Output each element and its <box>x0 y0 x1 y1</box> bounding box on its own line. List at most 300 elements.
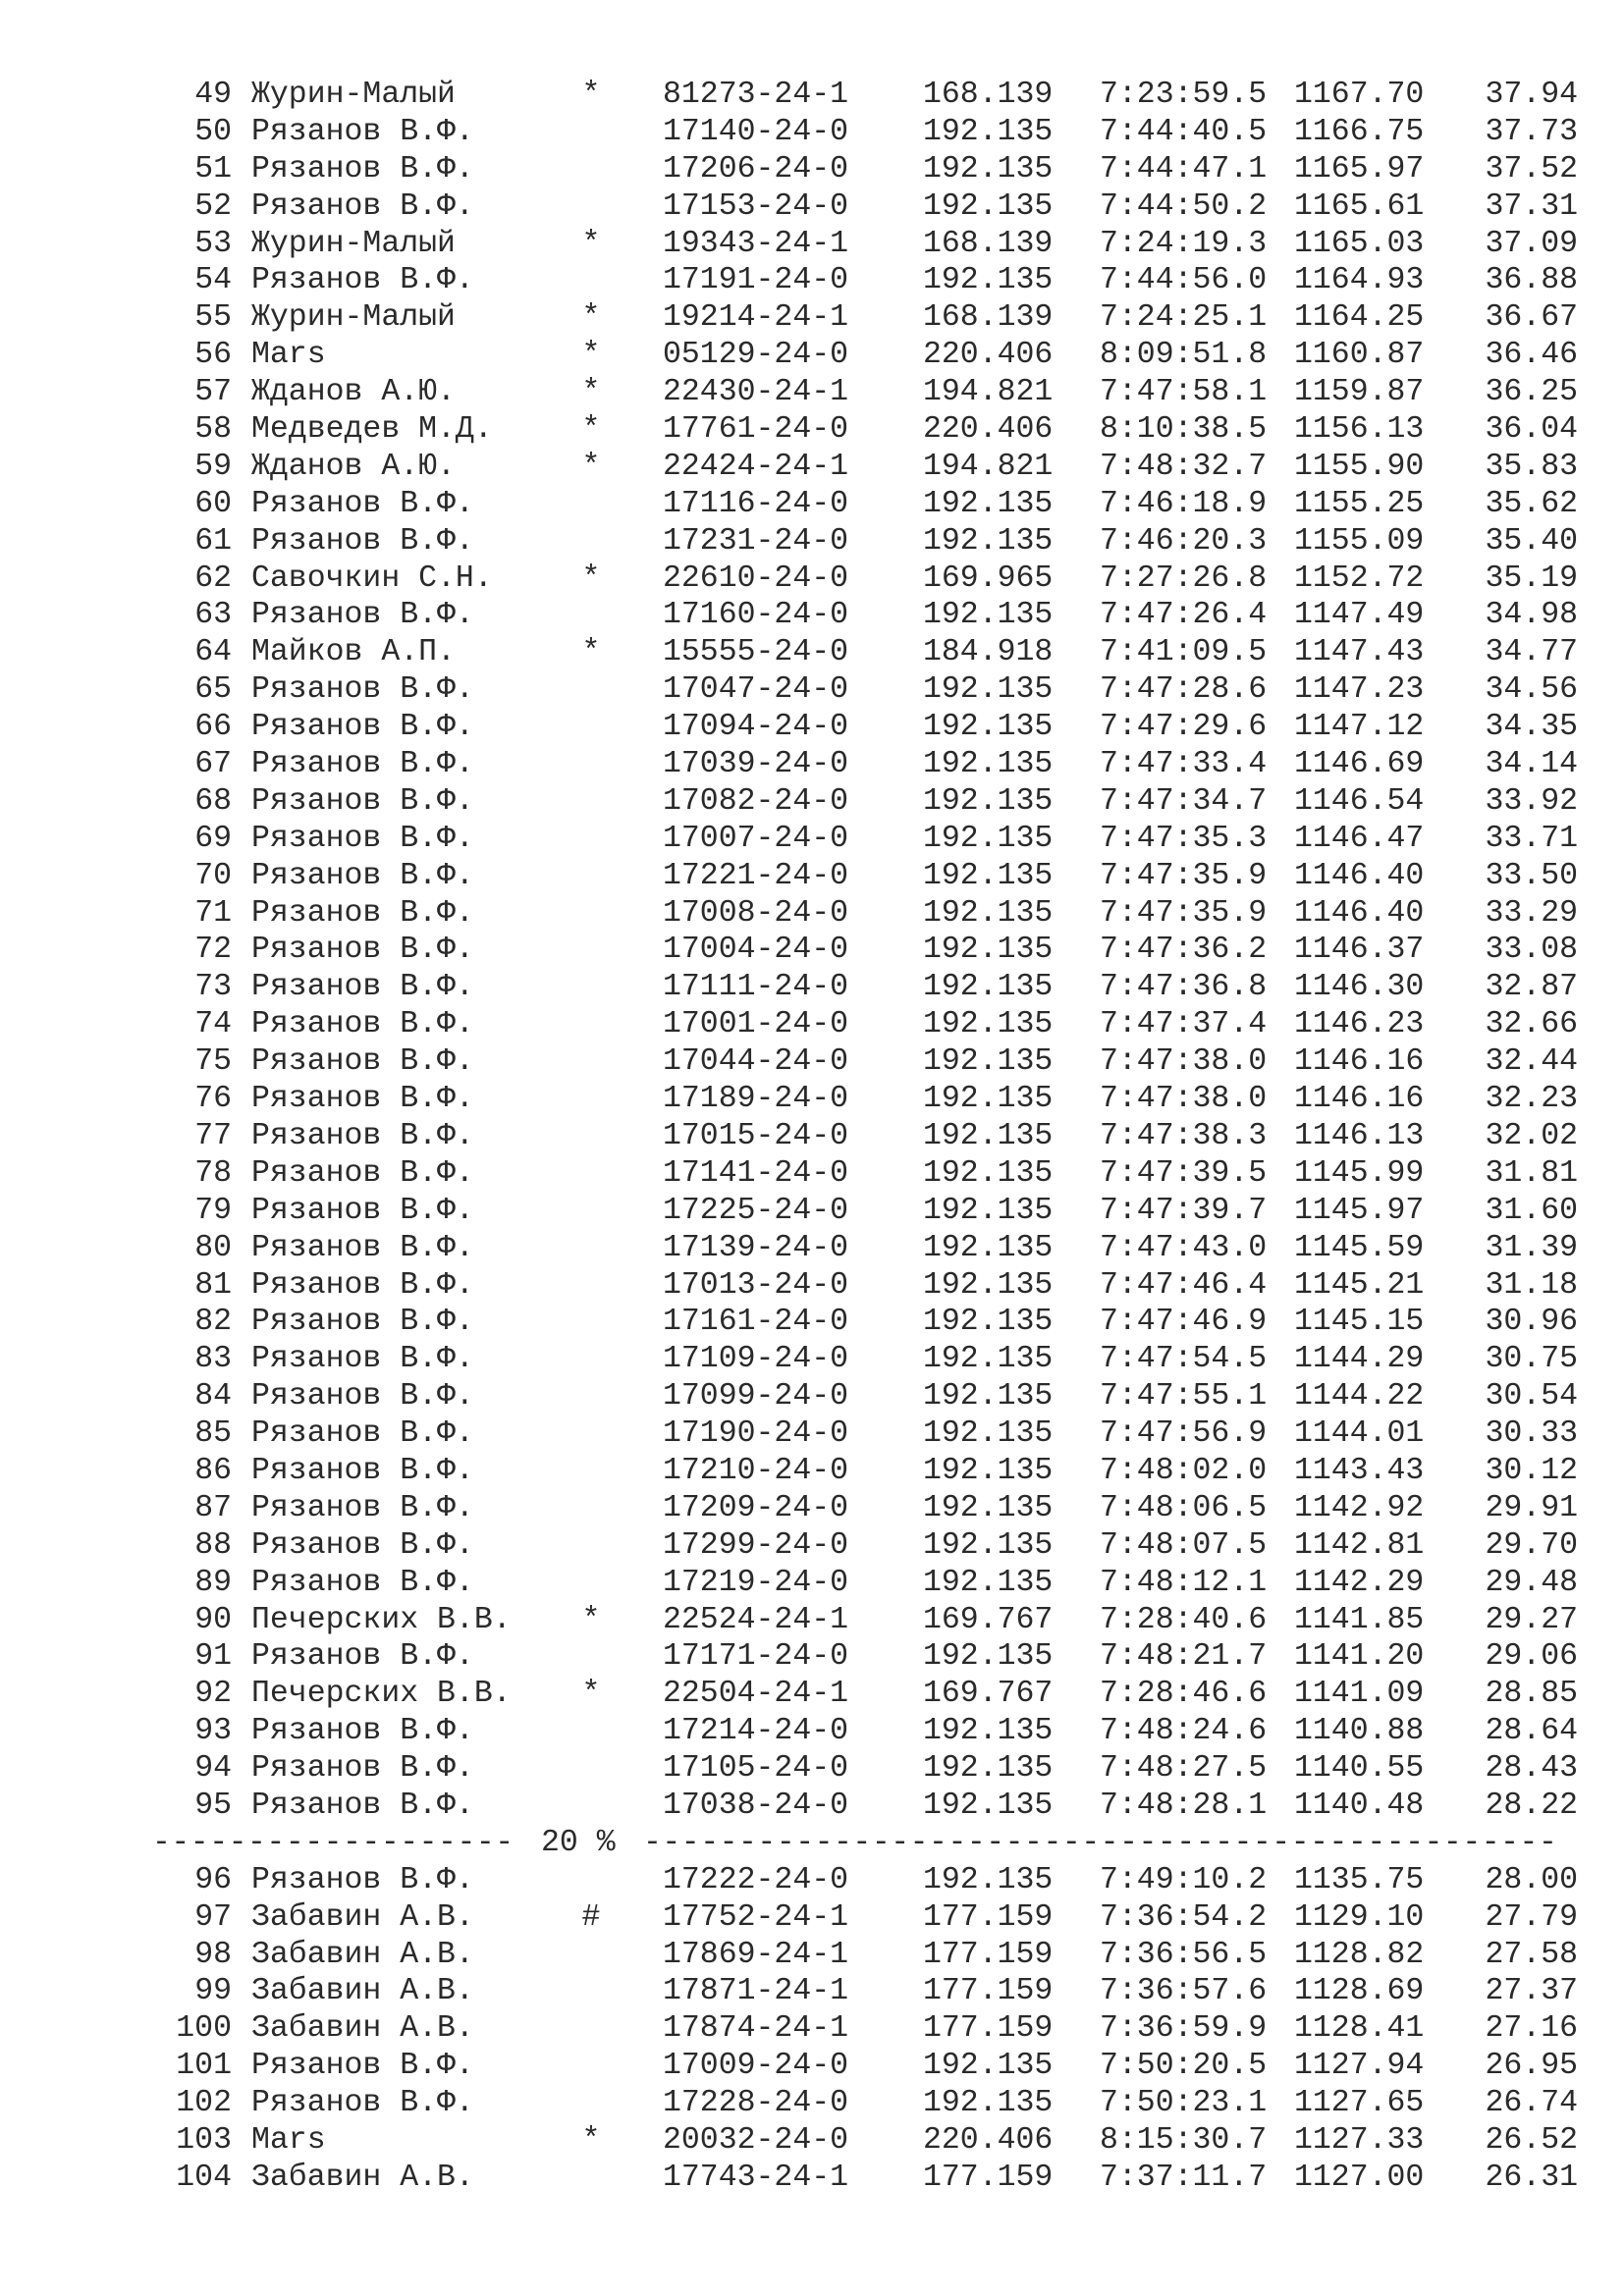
speed-cell: 1155.09 <box>1294 523 1425 559</box>
place-cell: 60 <box>194 486 232 521</box>
table-row <box>152 1788 1586 1825</box>
distance-cell: 192.135 <box>923 523 1054 559</box>
ring-cell: 17761-24-0 <box>663 412 849 448</box>
name-cell: Рязанов В.Ф. <box>251 263 474 298</box>
points-cell: 36.46 <box>1485 338 1578 373</box>
name-cell: Рязанов В.Ф. <box>251 1527 474 1563</box>
name-cell: Журин-Малый <box>251 78 456 112</box>
speed-cell: 1146.54 <box>1294 783 1425 819</box>
place-cell: 103 <box>176 2122 232 2158</box>
points-cell: 29.70 <box>1485 1527 1578 1563</box>
points-cell: 37.09 <box>1485 226 1578 261</box>
table-row <box>152 1750 1586 1788</box>
points-cell: 36.25 <box>1485 375 1578 410</box>
points-cell: 29.27 <box>1485 1602 1578 1637</box>
place-cell: 80 <box>194 1230 232 1265</box>
ring-cell: 17015-24-0 <box>663 1118 849 1153</box>
table-row <box>152 299 1586 337</box>
points-cell: 30.12 <box>1485 1453 1578 1488</box>
time-cell: 8:09:51.8 <box>1100 338 1268 373</box>
distance-cell: 177.159 <box>923 1937 1054 1972</box>
points-cell: 33.50 <box>1485 858 1578 893</box>
speed-cell: 1155.25 <box>1294 486 1425 521</box>
time-cell: 7:48:21.7 <box>1100 1639 1268 1675</box>
mark-cell: * <box>581 226 601 261</box>
time-cell: 7:47:43.0 <box>1100 1230 1268 1265</box>
time-cell: 7:47:39.5 <box>1100 1155 1268 1191</box>
ring-cell: 17008-24-0 <box>663 895 849 931</box>
table-row <box>152 709 1586 746</box>
mark-cell: * <box>581 1677 601 1712</box>
distance-cell: 192.135 <box>923 1155 1054 1191</box>
speed-cell: 1142.81 <box>1294 1527 1425 1563</box>
ring-cell: 22524-24-1 <box>663 1602 849 1637</box>
speed-cell: 1140.55 <box>1294 1751 1425 1787</box>
table-row <box>152 411 1586 449</box>
table-row <box>152 77 1586 114</box>
table-row <box>152 1899 1586 1937</box>
ring-cell: 17210-24-0 <box>663 1453 849 1488</box>
ring-cell: 17228-24-0 <box>663 2086 849 2121</box>
points-cell: 33.71 <box>1485 821 1578 856</box>
speed-cell: 1140.88 <box>1294 1714 1425 1749</box>
name-cell: Рязанов В.Ф. <box>251 821 474 856</box>
name-cell: Рязанов В.Ф. <box>251 523 474 559</box>
place-cell: 94 <box>194 1751 232 1787</box>
name-cell: Рязанов В.Ф. <box>251 1082 474 1117</box>
place-cell: 81 <box>194 1267 232 1303</box>
time-cell: 7:47:36.8 <box>1100 970 1268 1005</box>
table-row <box>152 1862 1586 1899</box>
ring-cell: 17219-24-0 <box>663 1565 849 1600</box>
points-cell: 34.35 <box>1485 710 1578 745</box>
speed-cell: 1160.87 <box>1294 338 1425 373</box>
time-cell: 7:28:46.6 <box>1100 1677 1268 1712</box>
distance-cell: 192.135 <box>923 2086 1054 2121</box>
time-cell: 7:37:11.7 <box>1100 2160 1268 2195</box>
distance-cell: 192.135 <box>923 1044 1054 1080</box>
mark-cell: # <box>581 1899 601 1935</box>
table-row <box>152 895 1586 933</box>
points-cell: 35.19 <box>1485 561 1578 596</box>
place-cell: 65 <box>194 672 232 708</box>
time-cell: 7:47:35.3 <box>1100 821 1268 856</box>
name-cell: Рязанов В.Ф. <box>251 1267 474 1303</box>
table-row <box>152 523 1586 561</box>
place-cell: 85 <box>194 1416 232 1452</box>
table-row <box>152 226 1586 263</box>
separator-dashes-left: ------------------- <box>152 1825 514 1860</box>
speed-cell: 1164.93 <box>1294 263 1425 298</box>
place-cell: 66 <box>194 710 232 745</box>
place-cell: 55 <box>194 300 232 336</box>
place-cell: 51 <box>194 151 232 187</box>
speed-cell: 1129.10 <box>1294 1899 1425 1935</box>
ring-cell: 17171-24-0 <box>663 1639 849 1675</box>
place-cell: 83 <box>194 1342 232 1377</box>
points-cell: 35.83 <box>1485 449 1578 484</box>
table-row <box>152 597 1586 634</box>
distance-cell: 192.135 <box>923 1714 1054 1749</box>
speed-cell: 1147.12 <box>1294 710 1425 745</box>
ring-cell: 20032-24-0 <box>663 2122 849 2158</box>
table-row <box>152 1527 1586 1565</box>
time-cell: 7:47:28.6 <box>1100 672 1268 708</box>
ring-cell: 17871-24-1 <box>663 1974 849 2009</box>
speed-cell: 1143.43 <box>1294 1453 1425 1488</box>
distance-cell: 192.135 <box>923 2049 1054 2084</box>
ring-cell: 17160-24-0 <box>663 598 849 633</box>
distance-cell: 192.135 <box>923 1490 1054 1525</box>
distance-cell: 192.135 <box>923 1007 1054 1042</box>
speed-cell: 1165.97 <box>1294 151 1425 187</box>
table-row <box>152 486 1586 523</box>
name-cell: Забавин А.В. <box>251 1937 474 1972</box>
ring-cell: 17225-24-0 <box>663 1193 849 1228</box>
distance-cell: 177.159 <box>923 2160 1054 2195</box>
points-cell: 36.88 <box>1485 263 1578 298</box>
name-cell: Рязанов В.Ф. <box>251 1490 474 1525</box>
table-row <box>152 1378 1586 1415</box>
ring-cell: 17231-24-0 <box>663 523 849 559</box>
name-cell: Рязанов В.Ф. <box>251 1751 474 1787</box>
name-cell: Рязанов В.Ф. <box>251 151 474 187</box>
speed-cell: 1127.65 <box>1294 2086 1425 2121</box>
distance-cell: 192.135 <box>923 1751 1054 1787</box>
ring-cell: 17141-24-0 <box>663 1155 849 1191</box>
speed-cell: 1135.75 <box>1294 1862 1425 1897</box>
distance-cell: 184.918 <box>923 635 1054 670</box>
distance-cell: 192.135 <box>923 263 1054 298</box>
ring-cell: 17190-24-0 <box>663 1416 849 1452</box>
table-row <box>152 1006 1586 1043</box>
points-cell: 26.74 <box>1485 2086 1578 2121</box>
place-cell: 91 <box>194 1639 232 1675</box>
ring-cell: 17082-24-0 <box>663 783 849 819</box>
points-cell: 29.48 <box>1485 1565 1578 1600</box>
speed-cell: 1165.03 <box>1294 226 1425 261</box>
ring-cell: 17214-24-0 <box>663 1714 849 1749</box>
speed-cell: 1145.59 <box>1294 1230 1425 1265</box>
name-cell: Журин-Малый <box>251 300 456 336</box>
ring-cell: 19343-24-1 <box>663 226 849 261</box>
table-row <box>152 1193 1586 1230</box>
name-cell: Медведев М.Д. <box>251 412 493 448</box>
points-cell: 34.98 <box>1485 598 1578 633</box>
distance-cell: 192.135 <box>923 1193 1054 1228</box>
table-row <box>152 821 1586 858</box>
points-cell: 37.94 <box>1485 78 1578 112</box>
ring-cell: 17140-24-0 <box>663 114 849 149</box>
ring-cell: 17153-24-0 <box>663 188 849 224</box>
points-cell: 28.00 <box>1485 1862 1578 1897</box>
ring-cell: 22610-24-0 <box>663 561 849 596</box>
speed-cell: 1128.41 <box>1294 2011 1425 2047</box>
place-cell: 84 <box>194 1379 232 1415</box>
ring-cell: 17004-24-0 <box>663 933 849 968</box>
mark-cell: * <box>581 375 601 410</box>
points-cell: 27.79 <box>1485 1899 1578 1935</box>
speed-cell: 1155.90 <box>1294 449 1425 484</box>
speed-cell: 1141.09 <box>1294 1677 1425 1712</box>
name-cell: Рязанов В.Ф. <box>251 2049 474 2084</box>
place-cell: 63 <box>194 598 232 633</box>
ring-cell: 17047-24-0 <box>663 672 849 708</box>
place-cell: 79 <box>194 1193 232 1228</box>
place-cell: 99 <box>194 1974 232 2009</box>
speed-cell: 1146.30 <box>1294 970 1425 1005</box>
name-cell: Рязанов В.Ф. <box>251 1155 474 1191</box>
place-cell: 92 <box>194 1677 232 1712</box>
speed-cell: 1128.69 <box>1294 1974 1425 2009</box>
time-cell: 7:48:07.5 <box>1100 1527 1268 1563</box>
name-cell: Жданов А.Ю. <box>251 449 456 484</box>
speed-cell: 1146.40 <box>1294 895 1425 931</box>
points-cell: 31.60 <box>1485 1193 1578 1228</box>
ring-cell: 17009-24-0 <box>663 2049 849 2084</box>
place-cell: 88 <box>194 1527 232 1563</box>
points-cell: 28.22 <box>1485 1788 1578 1823</box>
table-row <box>152 1676 1586 1713</box>
points-cell: 28.85 <box>1485 1677 1578 1712</box>
points-cell: 28.64 <box>1485 1714 1578 1749</box>
speed-cell: 1144.01 <box>1294 1416 1425 1452</box>
table-row <box>152 858 1586 895</box>
place-cell: 93 <box>194 1714 232 1749</box>
speed-cell: 1159.87 <box>1294 375 1425 410</box>
distance-cell: 192.135 <box>923 710 1054 745</box>
ring-cell: 17209-24-0 <box>663 1490 849 1525</box>
separator-label: 20 % <box>541 1825 616 1860</box>
distance-cell: 192.135 <box>923 895 1054 931</box>
ring-cell: 17743-24-1 <box>663 2160 849 2195</box>
speed-cell: 1141.85 <box>1294 1602 1425 1637</box>
time-cell: 7:47:46.9 <box>1100 1305 1268 1340</box>
name-cell: Рязанов В.Ф. <box>251 1342 474 1377</box>
distance-cell: 192.135 <box>923 747 1054 782</box>
name-cell: Рязанов В.Ф. <box>251 1453 474 1488</box>
time-cell: 7:47:38.3 <box>1100 1118 1268 1153</box>
place-cell: 69 <box>194 821 232 856</box>
place-cell: 101 <box>176 2049 232 2084</box>
place-cell: 96 <box>194 1862 232 1897</box>
ring-cell: 17299-24-0 <box>663 1527 849 1563</box>
points-cell: 36.67 <box>1485 300 1578 336</box>
points-cell: 32.87 <box>1485 970 1578 1005</box>
place-cell: 61 <box>194 523 232 559</box>
name-cell: Рязанов В.Ф. <box>251 1007 474 1042</box>
speed-cell: 1165.61 <box>1294 188 1425 224</box>
time-cell: 7:44:50.2 <box>1100 188 1268 224</box>
time-cell: 7:48:32.7 <box>1100 449 1268 484</box>
ring-cell: 05129-24-0 <box>663 338 849 373</box>
ring-cell: 17116-24-0 <box>663 486 849 521</box>
time-cell: 7:47:38.0 <box>1100 1044 1268 1080</box>
points-cell: 30.96 <box>1485 1305 1578 1340</box>
speed-cell: 1147.49 <box>1294 598 1425 633</box>
place-cell: 100 <box>176 2011 232 2047</box>
points-cell: 30.54 <box>1485 1379 1578 1415</box>
distance-cell: 169.767 <box>923 1602 1054 1637</box>
distance-cell: 192.135 <box>923 1305 1054 1340</box>
name-cell: Рязанов В.Ф. <box>251 1565 474 1600</box>
name-cell: Рязанов В.Ф. <box>251 1118 474 1153</box>
distance-cell: 194.821 <box>923 375 1054 410</box>
ring-cell: 81273-24-1 <box>663 78 849 112</box>
table-row <box>152 1937 1586 1974</box>
name-cell: Печерских В.В. <box>251 1677 512 1712</box>
time-cell: 7:36:57.6 <box>1100 1974 1268 2009</box>
speed-cell: 1146.40 <box>1294 858 1425 893</box>
time-cell: 7:48:27.5 <box>1100 1751 1268 1787</box>
table-row <box>152 188 1586 226</box>
table-row <box>152 932 1586 969</box>
time-cell: 7:23:59.5 <box>1100 78 1268 112</box>
place-cell: 67 <box>194 747 232 782</box>
name-cell: Забавин А.В. <box>251 2011 474 2047</box>
name-cell: Печерских В.В. <box>251 1602 512 1637</box>
speed-cell: 1166.75 <box>1294 114 1425 149</box>
points-cell: 34.77 <box>1485 635 1578 670</box>
distance-cell: 192.135 <box>923 486 1054 521</box>
name-cell: Mars <box>251 2122 326 2158</box>
distance-cell: 192.135 <box>923 858 1054 893</box>
name-cell: Рязанов В.Ф. <box>251 114 474 149</box>
name-cell: Рязанов В.Ф. <box>251 1230 474 1265</box>
place-cell: 87 <box>194 1490 232 1525</box>
time-cell: 7:50:23.1 <box>1100 2086 1268 2121</box>
time-cell: 7:47:46.4 <box>1100 1267 1268 1303</box>
ring-cell: 17161-24-0 <box>663 1305 849 1340</box>
place-cell: 102 <box>176 2086 232 2121</box>
name-cell: Рязанов В.Ф. <box>251 188 474 224</box>
distance-cell: 192.135 <box>923 188 1054 224</box>
distance-cell: 192.135 <box>923 1230 1054 1265</box>
mark-cell: * <box>581 635 601 670</box>
name-cell: Забавин А.В. <box>251 2160 474 2195</box>
name-cell: Рязанов В.Ф. <box>251 1416 474 1452</box>
points-cell: 32.02 <box>1485 1118 1578 1153</box>
place-cell: 97 <box>194 1899 232 1935</box>
distance-cell: 192.135 <box>923 598 1054 633</box>
distance-cell: 194.821 <box>923 449 1054 484</box>
name-cell: Рязанов В.Ф. <box>251 672 474 708</box>
ring-cell: 17111-24-0 <box>663 970 849 1005</box>
ring-cell: 17869-24-1 <box>663 1937 849 1972</box>
distance-cell: 177.159 <box>923 1974 1054 2009</box>
name-cell: Рязанов В.Ф. <box>251 895 474 931</box>
time-cell: 7:47:37.4 <box>1100 1007 1268 1042</box>
name-cell: Рязанов В.Ф. <box>251 710 474 745</box>
time-cell: 7:47:39.7 <box>1100 1193 1268 1228</box>
name-cell: Рязанов В.Ф. <box>251 970 474 1005</box>
ring-cell: 22504-24-1 <box>663 1677 849 1712</box>
name-cell: Рязанов В.Ф. <box>251 1862 474 1897</box>
distance-cell: 192.135 <box>923 783 1054 819</box>
name-cell: Забавин А.В. <box>251 1974 474 2009</box>
ring-cell: 17001-24-0 <box>663 1007 849 1042</box>
place-cell: 71 <box>194 895 232 931</box>
table-row <box>152 114 1586 151</box>
speed-cell: 1152.72 <box>1294 561 1425 596</box>
name-cell: Рязанов В.Ф. <box>251 858 474 893</box>
points-cell: 26.31 <box>1485 2160 1578 2195</box>
speed-cell: 1146.13 <box>1294 1118 1425 1153</box>
points-cell: 26.52 <box>1485 2122 1578 2158</box>
distance-cell: 192.135 <box>923 1082 1054 1117</box>
speed-cell: 1141.20 <box>1294 1639 1425 1675</box>
time-cell: 7:47:34.7 <box>1100 783 1268 819</box>
place-cell: 74 <box>194 1007 232 1042</box>
speed-cell: 1146.23 <box>1294 1007 1425 1042</box>
table-row <box>152 1118 1586 1155</box>
distance-cell: 192.135 <box>923 1862 1054 1897</box>
name-cell: Рязанов В.Ф. <box>251 1639 474 1675</box>
points-cell: 37.73 <box>1485 114 1578 149</box>
time-cell: 7:48:02.0 <box>1100 1453 1268 1488</box>
points-cell: 29.06 <box>1485 1639 1578 1675</box>
speed-cell: 1146.16 <box>1294 1044 1425 1080</box>
ring-cell: 17221-24-0 <box>663 858 849 893</box>
ring-cell: 17039-24-0 <box>663 747 849 782</box>
place-cell: 72 <box>194 933 232 968</box>
place-cell: 56 <box>194 338 232 373</box>
place-cell: 82 <box>194 1305 232 1340</box>
name-cell: Журин-Малый <box>251 226 456 261</box>
ring-cell: 17013-24-0 <box>663 1267 849 1303</box>
distance-cell: 192.135 <box>923 1788 1054 1823</box>
table-row <box>152 783 1586 821</box>
speed-cell: 1144.22 <box>1294 1379 1425 1415</box>
distance-cell: 192.135 <box>923 821 1054 856</box>
points-cell: 34.14 <box>1485 747 1578 782</box>
time-cell: 7:44:40.5 <box>1100 114 1268 149</box>
table-row <box>152 1267 1586 1305</box>
table-row <box>152 746 1586 783</box>
points-cell: 27.16 <box>1485 2011 1578 2047</box>
speed-cell: 1140.48 <box>1294 1788 1425 1823</box>
ring-cell: 17109-24-0 <box>663 1342 849 1377</box>
distance-cell: 220.406 <box>923 2122 1054 2158</box>
points-cell: 27.37 <box>1485 1974 1578 2009</box>
ring-cell: 17191-24-0 <box>663 263 849 298</box>
name-cell: Рязанов В.Ф. <box>251 933 474 968</box>
time-cell: 7:48:12.1 <box>1100 1565 1268 1600</box>
ring-cell: 17139-24-0 <box>663 1230 849 1265</box>
place-cell: 104 <box>176 2160 232 2195</box>
table-row <box>152 671 1586 709</box>
ring-cell: 17189-24-0 <box>663 1082 849 1117</box>
speed-cell: 1164.25 <box>1294 300 1425 336</box>
ring-cell: 22430-24-1 <box>663 375 849 410</box>
place-cell: 78 <box>194 1155 232 1191</box>
points-cell: 30.75 <box>1485 1342 1578 1377</box>
name-cell: Mars <box>251 338 326 373</box>
points-cell: 31.18 <box>1485 1267 1578 1303</box>
ring-cell: 17105-24-0 <box>663 1751 849 1787</box>
distance-cell: 169.767 <box>923 1677 1054 1712</box>
name-cell: Рязанов В.Ф. <box>251 486 474 521</box>
distance-cell: 192.135 <box>923 114 1054 149</box>
speed-cell: 1128.82 <box>1294 1937 1425 1972</box>
distance-cell: 169.965 <box>923 561 1054 596</box>
table-row <box>152 2048 1586 2085</box>
mark-cell: * <box>581 561 601 596</box>
mark-cell: * <box>581 338 601 373</box>
results-table <box>152 77 1586 2197</box>
distance-cell: 168.139 <box>923 300 1054 336</box>
time-cell: 7:47:38.0 <box>1100 1082 1268 1117</box>
